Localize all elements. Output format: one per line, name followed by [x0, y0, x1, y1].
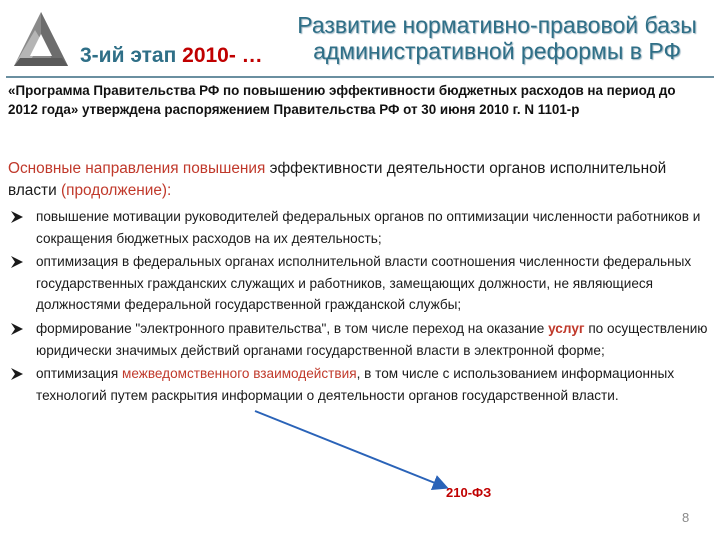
page-number: 8	[682, 510, 690, 525]
arrow-bullet-icon	[10, 210, 24, 224]
services-highlight: услуг	[548, 320, 585, 336]
stage-name: 3-ий этап	[80, 44, 177, 67]
section-heading-accent: Основные направления повышения	[8, 160, 266, 177]
title-line-2: административной реформы в РФ	[313, 38, 681, 64]
interagency-highlight: межведомственного взаимодействия	[122, 366, 357, 382]
list-item-text: повышение мотивации руководителей федеральных органов по оптимизации численности работников и сокращения бюджетных расходов на их деятельность;	[36, 209, 701, 246]
page-title	[282, 12, 712, 64]
list-item-text-cont: , в том числе с использованием информационных технологий путем раскрытия информации о деятельности органов государственной власти.	[36, 366, 675, 403]
list-item-text: формирование "электронного правительства", в том числе переход на оказание	[36, 320, 549, 336]
title-line-1: Развитие нормативно-правовой базы	[297, 12, 697, 38]
list-item-text: оптимизация в федеральных органах исполнительной власти соотношения численности федеральных государственных гражданских служащих и работников, замещающих должности, не являющиеся должностями федеральной государственной гражданской службы;	[36, 254, 692, 313]
list-item	[8, 363, 708, 406]
triangle-logo-icon	[8, 6, 74, 72]
section-heading-main: эффективности деятельности органов исполнительной власти	[8, 160, 667, 199]
directions-list	[8, 206, 708, 408]
section-heading	[8, 158, 708, 202]
decree-text: «Программа Правительства РФ по повышению эффективности бюджетных расходов на период до 2012 года» утверждена распоряжением Правительства РФ от 30 июня 2010 г. N 1101-р	[8, 83, 676, 117]
list-item	[8, 318, 708, 361]
section-heading-continued: (продолжение):	[60, 182, 172, 199]
law-label: 210-ФЗ	[446, 485, 492, 500]
list-item-text: оптимизация	[36, 366, 122, 382]
arrow-bullet-icon	[10, 255, 24, 269]
list-item	[8, 251, 708, 316]
list-item	[8, 206, 708, 249]
stage-years: 2010- …	[182, 44, 263, 67]
header-divider	[6, 76, 714, 78]
arrow-bullet-icon	[10, 322, 24, 336]
stage-label	[80, 44, 263, 68]
arrow-bullet-icon	[10, 367, 24, 381]
list-item-text-cont: по осуществлению юридически значимых действий органами государственной власти в электронной форме;	[36, 320, 708, 358]
